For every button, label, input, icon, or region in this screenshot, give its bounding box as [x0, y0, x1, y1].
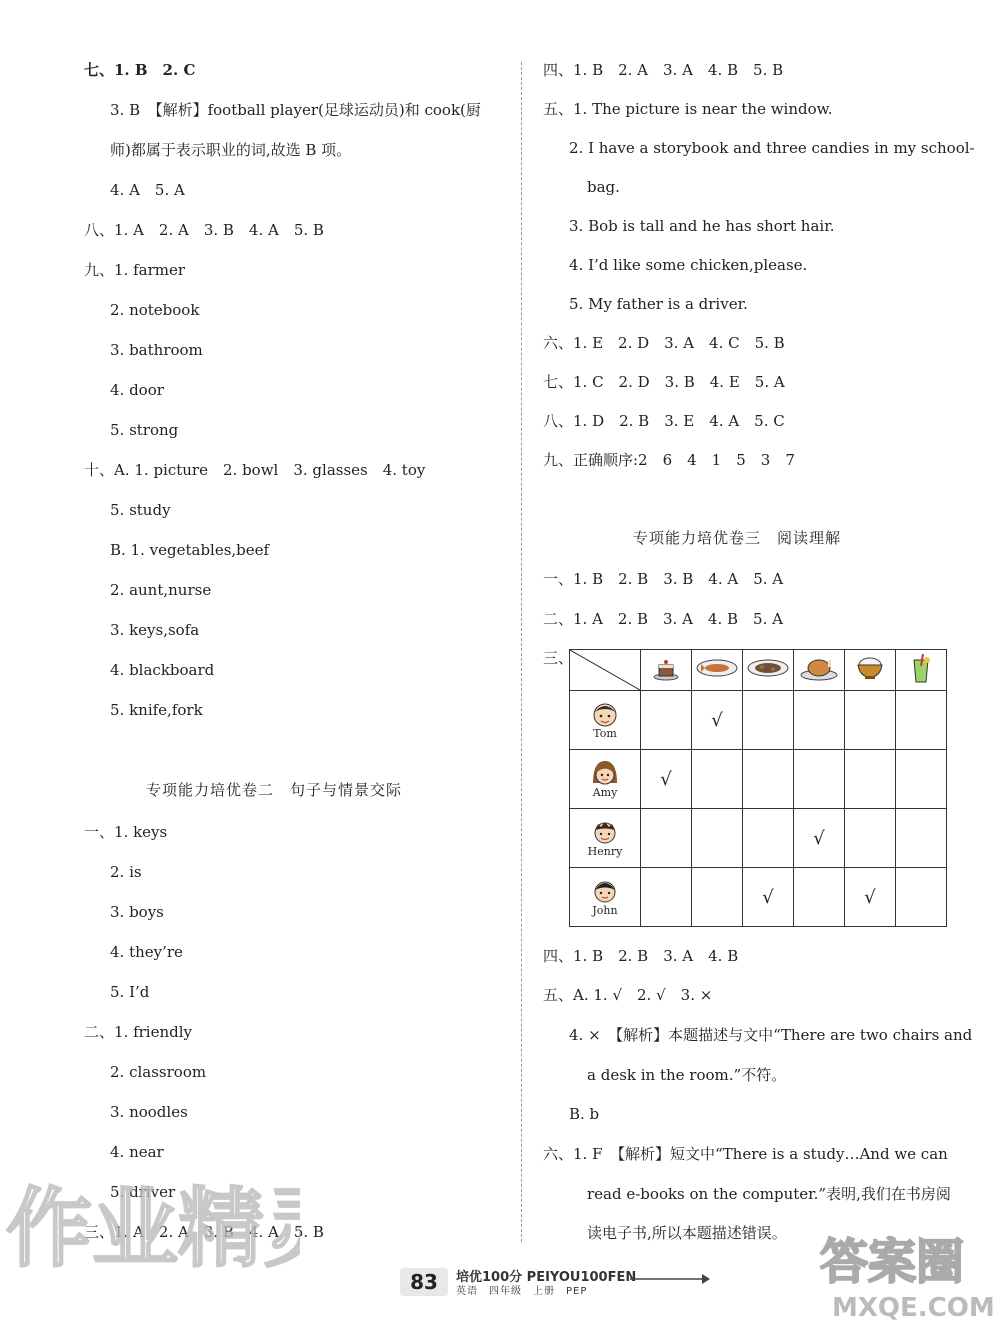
arrow-icon — [630, 1272, 710, 1286]
table-cell — [794, 691, 845, 750]
page-footer — [400, 1268, 720, 1298]
kid-cell — [570, 691, 641, 750]
answer-line: 5. study — [110, 501, 171, 519]
answer-line: 3. B 【解析】football player(足球运动员)和 cook(厨 — [110, 101, 481, 119]
answer-line: B. b — [569, 1105, 600, 1123]
watermark-text: 答案圈 — [820, 1234, 965, 1290]
table-cell — [845, 750, 896, 809]
answer-line: 九、1. farmer — [84, 261, 186, 279]
answer-line: 七、1. B 2. C — [84, 61, 196, 79]
table-cell — [896, 691, 947, 750]
chicken-icon — [794, 650, 845, 691]
watermark-left — [0, 1140, 300, 1280]
table-cell — [845, 691, 896, 750]
amy-avatar — [590, 759, 620, 789]
answer-line: 2. notebook — [110, 301, 200, 319]
table-cell — [692, 750, 743, 809]
answer-line: a desk in the room.”不符。 — [587, 1066, 787, 1084]
table-cell — [641, 691, 692, 750]
check-mark: √ — [845, 868, 896, 927]
kid-cell — [570, 809, 641, 868]
check-mark: √ — [641, 750, 692, 809]
table-row — [570, 809, 947, 868]
answer-line: 八、1. D 2. B 3. E 4. A 5. C — [543, 412, 785, 430]
answer-line: B. 1. vegetables,beef — [110, 541, 270, 559]
answer-line: 3. boys — [110, 903, 164, 921]
answer-line: 4. blackboard — [110, 661, 215, 679]
answer-line: 2. I have a storybook and three candies in my school- — [569, 139, 975, 157]
answer-line: 师)都属于表示职业的词,故选 B 项。 — [110, 141, 352, 159]
answer-line: 5. strong — [110, 421, 179, 439]
check-mark: √ — [794, 809, 845, 868]
john-avatar — [590, 877, 620, 907]
meat-plate-icon — [743, 650, 794, 691]
kid-name: John — [592, 904, 618, 917]
answer-line: 四、1. B 2. A 3. A 4. B 5. B — [543, 61, 784, 79]
table-corner — [570, 650, 641, 691]
table-cell — [743, 750, 794, 809]
table-row — [570, 868, 947, 927]
answer-line: read e-books on the computer.”表明,我们在书房阅 — [587, 1185, 951, 1203]
answer-line: 五、A. 1. √ 2. √ 3. × — [543, 986, 713, 1004]
answer-line: 3. keys,sofa — [110, 621, 200, 639]
question-label: 三、 — [543, 649, 574, 667]
answer-line: 2. aunt,nurse — [110, 581, 212, 599]
table-cell — [896, 750, 947, 809]
answer-line: 四、1. B 2. B 3. A 4. B — [543, 947, 739, 965]
answer-line: 2. classroom — [110, 1063, 207, 1081]
answer-line: 八、1. A 2. A 3. B 4. A 5. B — [84, 221, 324, 239]
answer-line: 一、1. keys — [84, 823, 168, 841]
answer-line: 3. Bob is tall and he has short hair. — [569, 217, 835, 235]
kid-name: Amy — [592, 786, 618, 799]
answer-line: 5. knife,fork — [110, 701, 203, 719]
book-info: 英语 四年级 上册 PEP — [456, 1286, 588, 1297]
kid-cell — [570, 868, 641, 927]
answer-line: 六、1. F 【解析】短文中“There is a study…And we can — [543, 1145, 948, 1163]
answer-line: bag. — [587, 178, 620, 196]
table-cell — [896, 809, 947, 868]
answer-line: 九、正确顺序:2 6 4 1 5 3 7 — [543, 451, 795, 469]
answer-line: 2. is — [110, 863, 142, 881]
answer-line: 十、A. 1. picture 2. bowl 3. glasses 4. toy — [84, 461, 426, 479]
kid-cell — [570, 750, 641, 809]
watermark-right — [800, 1218, 1000, 1330]
answer-line: 五、1. The picture is near the window. — [543, 100, 833, 118]
answer-line: 4. A 5. A — [110, 181, 185, 199]
table-cell — [743, 691, 794, 750]
tom-avatar — [590, 700, 620, 730]
table-cell — [896, 868, 947, 927]
table-cell — [794, 750, 845, 809]
fish-plate-icon — [692, 650, 743, 691]
rice-bowl-icon — [845, 650, 896, 691]
table-cell — [743, 809, 794, 868]
answer-line: 读电子书,所以本题描述错误。 — [587, 1224, 787, 1242]
henry-avatar — [590, 818, 620, 848]
watermark-text: 作业精 — [6, 1179, 264, 1279]
table-cell — [641, 868, 692, 927]
column-divider — [521, 62, 522, 1242]
check-mark: √ — [743, 868, 794, 927]
answer-line: 三、1. A 2. A 3. B 4. A 5. B — [84, 1223, 324, 1241]
answer-line: 4. I’d like some chicken,please. — [569, 256, 808, 274]
page-number: 83 — [400, 1268, 448, 1296]
table-row — [570, 691, 947, 750]
kid-name: Henry — [587, 845, 623, 858]
cake-icon — [641, 650, 692, 691]
answer-line: 4. × 【解析】本题描述与文中“There are two chairs and — [569, 1026, 973, 1044]
table-cell — [692, 809, 743, 868]
table-row — [570, 750, 947, 809]
answer-line: 3. bathroom — [110, 341, 203, 359]
answer-line: 一、1. B 2. B 3. B 4. A 5. A — [543, 570, 784, 588]
answer-line: 5. My father is a driver. — [569, 295, 748, 313]
table-cell — [794, 868, 845, 927]
answer-line: 5. I’d — [110, 983, 150, 1001]
answer-line: 3. noodles — [110, 1103, 188, 1121]
answer-line: 七、1. C 2. D 3. B 4. E 5. A — [543, 373, 785, 391]
check-mark: √ — [692, 691, 743, 750]
table-cell — [845, 809, 896, 868]
answer-line: 二、1. A 2. B 3. A 4. B 5. A — [543, 610, 783, 628]
section-title: 专项能力培优卷三 阅读理解 — [633, 529, 842, 547]
answer-line: 4. door — [110, 381, 164, 399]
answer-line: 4. they’re — [110, 943, 183, 961]
kid-name: Tom — [593, 727, 617, 740]
juice-icon — [896, 650, 947, 691]
answer-line: 4. near — [110, 1143, 164, 1161]
answer-line: 二、1. friendly — [84, 1023, 193, 1041]
food-choice-table — [569, 649, 947, 927]
table-cell — [692, 868, 743, 927]
section-title: 专项能力培优卷二 句子与情景交际 — [146, 781, 403, 799]
watermark-url: MXQE.COM — [832, 1293, 995, 1323]
table-cell — [641, 809, 692, 868]
answer-line: 5. driver — [110, 1183, 176, 1201]
answer-line: 六、1. E 2. D 3. A 4. C 5. B — [543, 334, 785, 352]
brand-logo: 培优100分 PEIYOU100FEN — [456, 1270, 637, 1285]
